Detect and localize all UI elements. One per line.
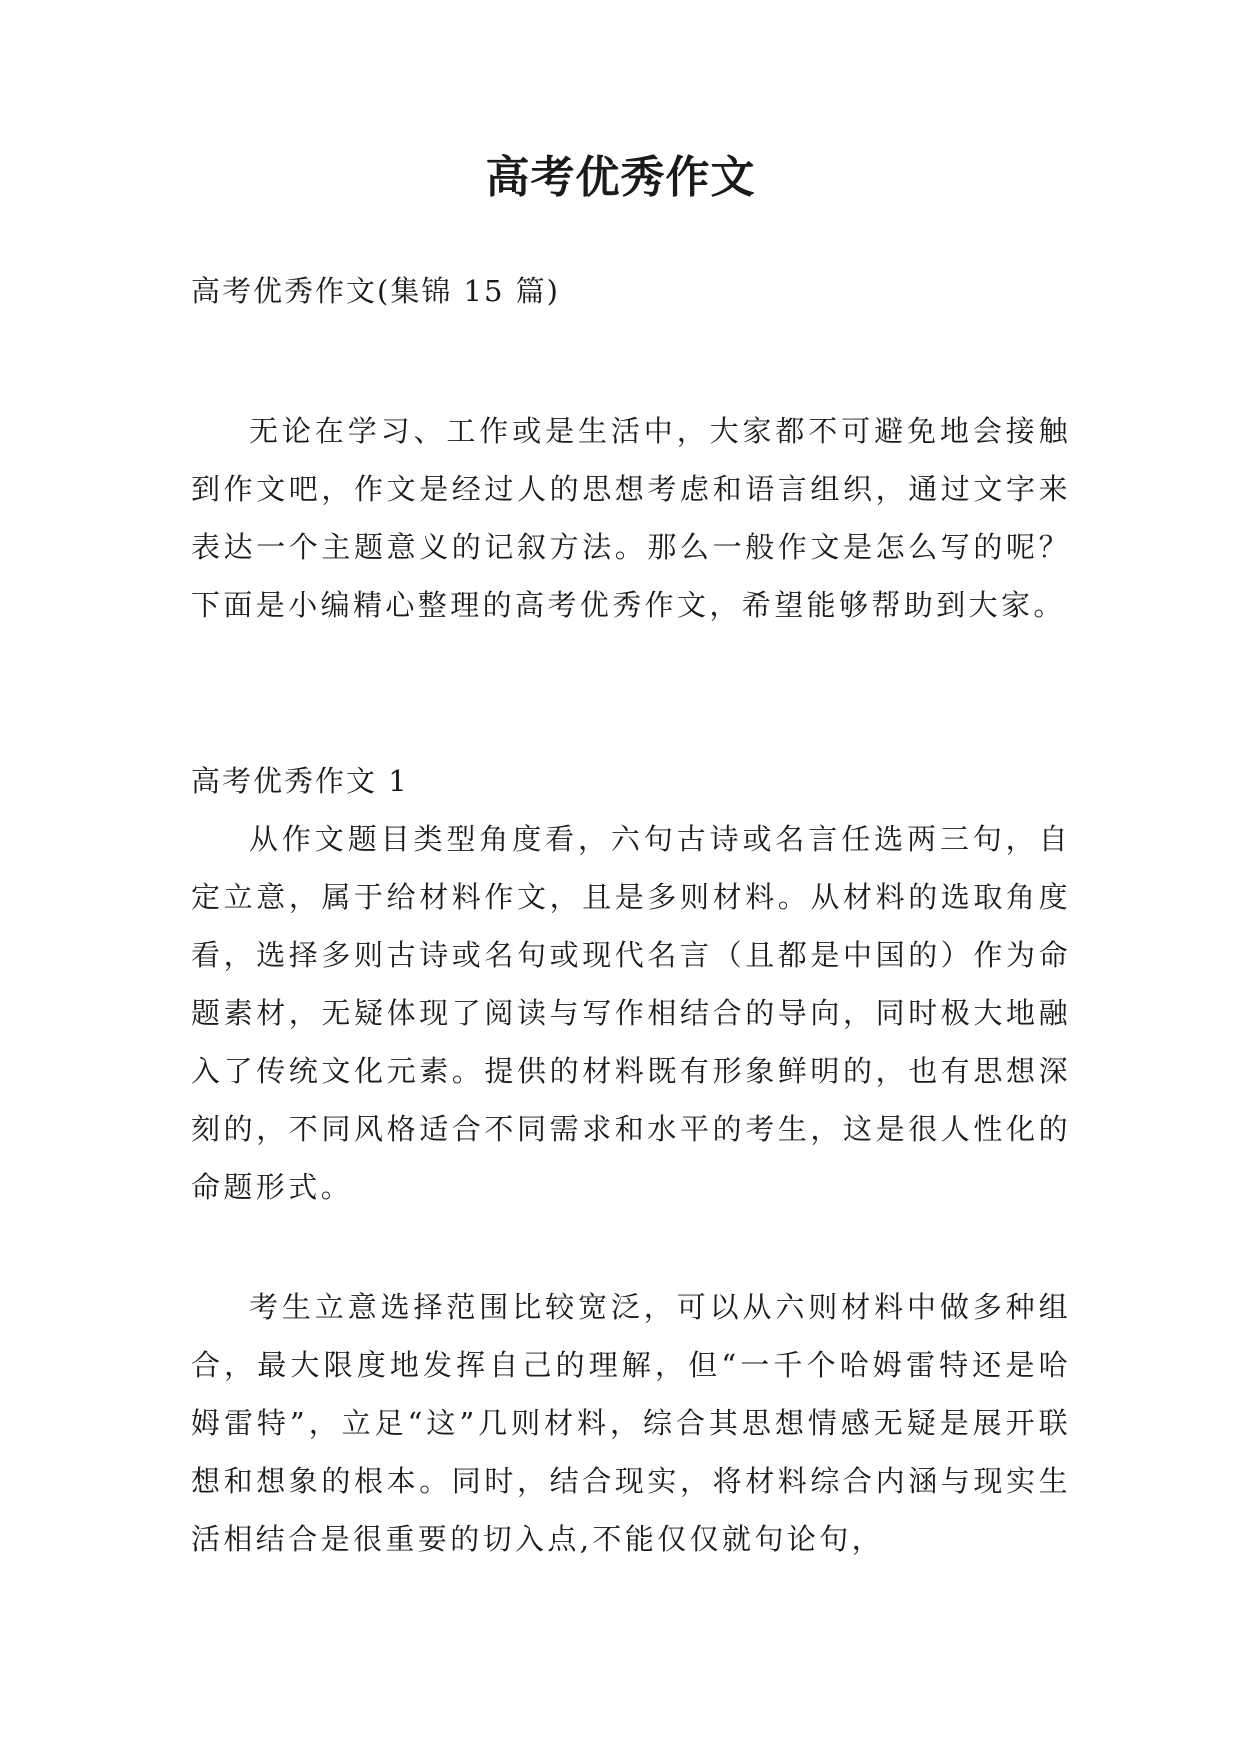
document-title: 高考优秀作文 — [485, 152, 756, 203]
section-heading: 高考优秀作文 1 — [191, 764, 409, 798]
body-paragraph: 考生立意选择范围比较宽泛，可以从六则材料中做多种组合，最大限度地发挥自己的理解，但“一千个哈姆雷特还是哈姆雷特”，立足“这”几则材料，综合其思想情感无疑是展开联想和想象的根本。同时，结合现实，将材料综合内涵与现实生活相结合是很重要的切入点,不能仅仅就句论句， — [191, 1290, 1071, 1556]
body-paragraph: 从作文题目类型角度看，六句古诗或名言任选两三句，自定立意，属于给材料作文，且是多则材料。从材料的选取角度看，选择多则古诗或名句或现代名言（且都是中国的）作为命题素材，无疑体现了阅读与写作相结合的导向，同时极大地融入了传统文化元素。提供的材料既有形象鲜明的，也有思想深刻的，不同风格适合不同需求和水平的考生，这是很人性化的命题形式。 — [191, 822, 1071, 1204]
document-subtitle: 高考优秀作文(集锦 15 篇) — [191, 274, 560, 308]
intro-paragraph: 无论在学习、工作或是生活中，大家都不可避免地会接触到作文吧，作文是经过人的思想考虑和语言组织，通过文字来表达一个主题意义的记叙方法。那么一般作文是怎么写的呢？下面是小编精心整理的高考优秀作文，希望能够帮助到大家。 — [191, 414, 1071, 622]
